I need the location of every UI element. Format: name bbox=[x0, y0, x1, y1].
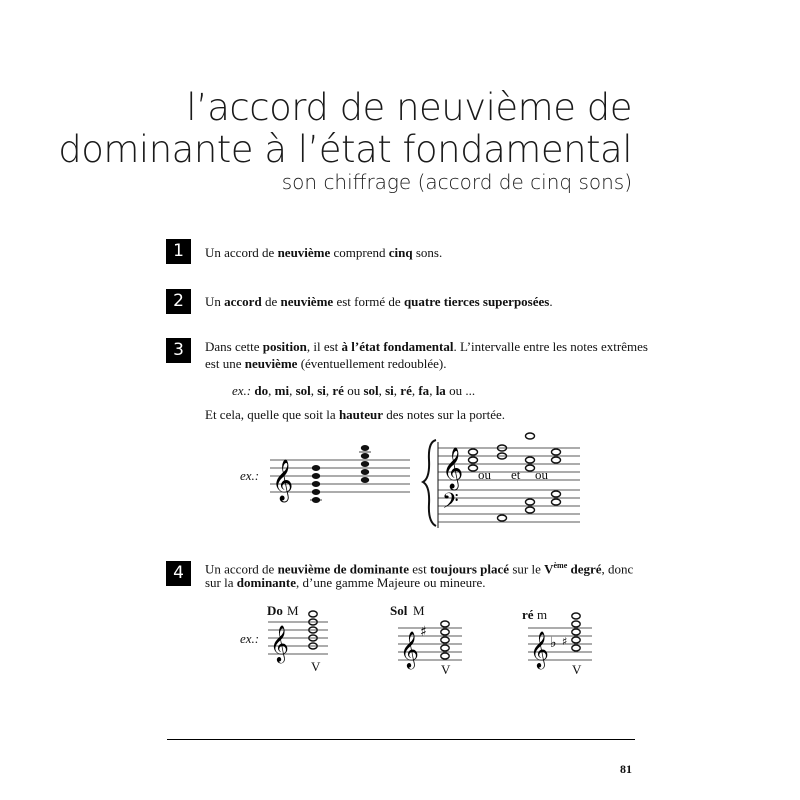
text-segment: la bbox=[435, 383, 446, 398]
chord-sol-major bbox=[441, 621, 449, 659]
chord-g9 bbox=[359, 445, 371, 483]
text-segment: des notes sur la portée. bbox=[383, 407, 506, 422]
grand-staff-word-1: ou bbox=[478, 467, 491, 482]
key-mode-3: m bbox=[537, 607, 548, 622]
item-3-staff-figure bbox=[230, 430, 630, 540]
text-segment: est bbox=[409, 561, 430, 577]
key-name-1: Do bbox=[267, 603, 283, 618]
text-segment: sol bbox=[295, 383, 311, 398]
item-number-2: 2 bbox=[166, 289, 191, 314]
item-number-4: 4 bbox=[166, 561, 191, 586]
text-segment: si bbox=[385, 383, 394, 398]
accidental-sharp-icon: ♯ bbox=[562, 635, 568, 648]
text-segment: ou ... bbox=[445, 383, 476, 398]
key-signature-sharp: ♯ bbox=[420, 624, 427, 640]
degree-label-3: V bbox=[572, 662, 582, 677]
text-segment: , donc bbox=[601, 561, 634, 577]
text-segment: , d’une gamme Majeure ou mineure. bbox=[296, 575, 486, 590]
page-subtitle: son chiffrage (accord de cinq sons) bbox=[281, 170, 632, 194]
text-segment: de bbox=[261, 294, 281, 309]
item-number-1: 1 bbox=[166, 239, 191, 264]
text-segment: do bbox=[251, 383, 269, 398]
degree-label-2: V bbox=[441, 662, 451, 677]
text-segment: neuvième de dominante bbox=[277, 561, 410, 577]
text-segment: ème bbox=[553, 561, 568, 570]
text-segment: comprend bbox=[330, 245, 389, 260]
text-segment: à l’état fondamental bbox=[341, 339, 454, 354]
text-segment: sol bbox=[363, 383, 379, 398]
treble-clef-icon: 𝄞 bbox=[270, 624, 289, 662]
item-1-text bbox=[205, 244, 442, 261]
text-segment: Dans cette bbox=[205, 339, 263, 354]
brace-icon bbox=[423, 440, 436, 526]
text-segment: dominante bbox=[236, 575, 297, 590]
grand-staff-bass bbox=[438, 490, 580, 522]
item-3-line-1 bbox=[205, 338, 648, 355]
text-segment: neuvième bbox=[280, 294, 334, 309]
text-segment: , bbox=[429, 383, 436, 398]
text-segment: . L’intervalle entre les notes extrêmes bbox=[453, 339, 648, 354]
key-name-2: Sol bbox=[390, 603, 408, 618]
text-segment: ou bbox=[343, 383, 364, 398]
text-segment: hauteur bbox=[338, 407, 383, 422]
staff-example-label: ex.: bbox=[240, 631, 260, 646]
text-segment: cinq bbox=[388, 245, 413, 260]
text-segment: sons. bbox=[412, 245, 443, 260]
text-segment: , bbox=[310, 383, 318, 398]
item-2-text bbox=[205, 293, 553, 310]
text-segment: est formé de bbox=[333, 294, 404, 309]
footer-rule bbox=[167, 739, 635, 740]
text-segment: si bbox=[317, 383, 326, 398]
text-segment: neuvième bbox=[277, 245, 331, 260]
text-segment: accord bbox=[224, 294, 262, 309]
text-segment: ré bbox=[400, 383, 412, 398]
page-title-line-2: dominante à l’état fondamental bbox=[58, 128, 632, 171]
item-3-example bbox=[232, 382, 475, 399]
text-segment: Un bbox=[205, 294, 225, 309]
item-4-staff-figure bbox=[230, 600, 610, 680]
key-mode-1: M bbox=[287, 603, 299, 618]
item-3-line-3 bbox=[205, 406, 505, 423]
text-segment: mi bbox=[274, 383, 290, 398]
text-segment: Et cela, quelle que soit la bbox=[205, 407, 339, 422]
page-number: 81 bbox=[620, 762, 632, 776]
item-3-line-2 bbox=[205, 355, 447, 372]
grand-staff-word-2: et bbox=[511, 467, 521, 482]
text-segment: , bbox=[325, 383, 333, 398]
text-segment: toujours placé bbox=[429, 561, 510, 577]
text-segment: sur la bbox=[205, 575, 237, 590]
treble-clef-icon: 𝄞 bbox=[530, 630, 549, 668]
text-segment: , bbox=[393, 383, 401, 398]
staff-example-label: ex.: bbox=[240, 468, 260, 483]
text-segment: Un accord de bbox=[205, 561, 278, 577]
example-prefix: ex.: bbox=[232, 383, 252, 398]
text-segment: V bbox=[544, 561, 554, 577]
grand-staff-word-3: ou bbox=[535, 467, 548, 482]
text-segment: quatre tierces superposées bbox=[403, 294, 550, 309]
item-number-3: 3 bbox=[166, 338, 191, 363]
text-segment: neuvième bbox=[244, 356, 298, 371]
text-segment: fa bbox=[418, 383, 430, 398]
text-segment: (éventuellement redoublée). bbox=[297, 356, 447, 371]
text-segment: position bbox=[262, 339, 307, 354]
treble-clef-icon: 𝄞 bbox=[400, 630, 419, 668]
text-segment: Un accord de bbox=[205, 245, 278, 260]
text-segment: . bbox=[549, 294, 553, 309]
key-mode-2: M bbox=[413, 603, 425, 618]
text-segment: , bbox=[378, 383, 386, 398]
text-segment: , il est bbox=[306, 339, 342, 354]
key-signature-flat: ♭ bbox=[550, 635, 557, 651]
text-segment: sur le bbox=[509, 561, 545, 577]
text-segment: , bbox=[268, 383, 275, 398]
text-segment: est une bbox=[205, 356, 245, 371]
page-title-line-1: l’accord de neuvième de bbox=[186, 86, 632, 129]
bass-clef-icon: 𝄢 bbox=[442, 489, 459, 519]
key-name-3: ré bbox=[522, 607, 534, 622]
text-segment: ré bbox=[332, 383, 344, 398]
text-segment: , bbox=[289, 383, 296, 398]
degree-label-1: V bbox=[311, 659, 321, 674]
chord-re-minor bbox=[572, 613, 580, 651]
example-notes bbox=[251, 383, 475, 398]
text-segment: , bbox=[411, 383, 419, 398]
treble-clef-icon: 𝄞 bbox=[272, 460, 294, 501]
item-4-line-2 bbox=[205, 574, 486, 591]
treble-clef-icon: 𝄞 bbox=[442, 448, 464, 489]
text-segment: degré bbox=[567, 561, 602, 577]
